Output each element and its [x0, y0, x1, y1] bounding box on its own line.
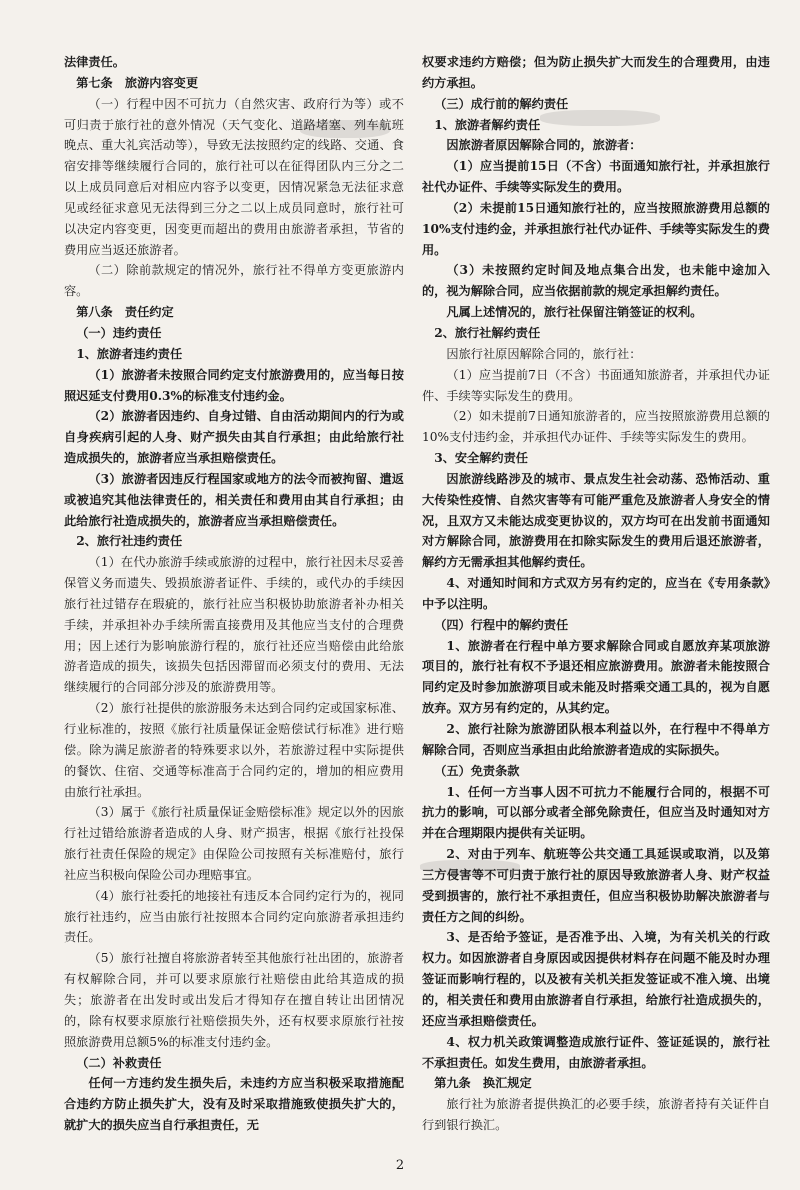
right-column	[422, 52, 770, 1136]
right-paragraph: 2、旅行社除为旅游团队根本利益以外，在行程中不得单方解除合同，否则应当承担由此给旅游者造成的实际损失。	[422, 722, 770, 757]
right-paragraph: 第九条 换汇规定	[434, 1076, 532, 1091]
right-paragraph: 旅行社为旅游者提供换汇的必要手续，旅游者持有关证件自行到银行换汇。	[422, 1097, 770, 1133]
left-paragraph: （1）旅游者未按照合同约定支付旅游费用的，应当每日按照迟延支付费用0.3%的标准支付违约金。	[64, 367, 404, 403]
right-paragraph: 1、旅游者在行程中单方要求解除合同或自愿放弃某项旅游项目的，旅行社有权不予退还相应旅游费用。旅游者未能按照合同约定及时参加旅游项目或未能及时搭乘交通工具的，视为自愿放弃。双方另有约定的，从其约定。	[422, 638, 770, 716]
left-paragraph: （2）旅游者因违约、自身过错、自由活动期间内的行为或自身疾病引起的人身、财产损失由其自行承担；由此给旅行社造成损失的，旅游者应当承担赔偿责任。	[64, 409, 404, 466]
left-paragraph: （1）在代办旅游手续或旅游的过程中，旅行社因未尽妥善保管义务而遗失、毁损旅游者证件、手续的，或代办的手续因旅行社过错存在瑕疵的，旅行社应当积极协助旅游者补办相关手续，并承担补办手续所需直接费用及其他应当支付的合理费用；因上述行为影响旅游行程的，旅行社还应当赔偿由此给旅游者造成的损失，该损失包括因滞留而必须支付的费用、无法继续履行的合同部分涉及的旅游费用等。	[64, 555, 404, 695]
right-paragraph: （五）免责条款	[434, 763, 520, 778]
right-paragraph: 因旅游线路涉及的城市、景点发生社会动荡、恐怖活动、重大传染性疫情、自然灾害等有可能严重危及旅游者人身安全的情况，且双方又未能达成变更协议的，双方均可在出发前书面通知对方解除合同，旅游费用在扣除实际发生的费用后退还旅游者，解约方无需承担其他解约责任。	[422, 471, 770, 570]
right-paragraph: （1）应当提前15日（不含）书面通知旅行社，并承担旅行社代办证件、手续等实际发生的费用。	[422, 159, 770, 195]
left-paragraph: （3）属于《旅行社质量保证金赔偿标准》规定以外的因旅行社过错给旅游者造成的人身、财产损害，根据《旅行社投保旅行社责任保险的规定》由保险公司按照有关标准赔付，旅行社应当积极向保险公司办理赔事宜。	[64, 805, 404, 882]
right-paragraph: 1、旅游者解约责任	[434, 117, 541, 132]
right-paragraph: （2）如未提前7日通知旅游者的，应当按照旅游费用总额的10%支付违约金，并承担代办证件、手续等实际发生的费用。	[422, 409, 770, 445]
right-paragraph: 4、对通知时间和方式双方另有约定的，应当在《专用条款》中予以注明。	[422, 576, 770, 611]
left-paragraph: 2、旅行社违约责任	[76, 534, 183, 549]
right-paragraph: 权要求违约方赔偿；但为防止损失扩大而发生的合理费用，由违约方承担。	[422, 55, 770, 90]
left-paragraph: （一）违约责任	[76, 325, 162, 340]
right-paragraph: （2）未提前15日通知旅行社的，应当按照旅游费用总额的10%支付违约金，并承担旅行社代办证件、手续等实际发生的费用。	[422, 200, 770, 257]
left-paragraph: （2）旅行社提供的旅游服务未达到合同约定或国家标准、行业标准的，按照《旅行社质量保证金赔偿试行标准》进行赔偿。除为满足旅游者的特殊要求以外，若旅游过程中实际提供的餐饮、住宿、交通等标准高于合同约定的，增加的相应费用由旅行社承担。	[64, 701, 404, 799]
right-paragraph: 凡属上述情况的，旅行社保留注销签证的权利。	[446, 305, 703, 320]
left-paragraph: （一）行程中因不可抗力（自然灾害、政府行为等）或不可归责于旅行社的意外情况（天气变化、道路堵塞、列车航班晚点、重大礼宾活动等），导致无法按照约定的线路、交通、食宿安排等继续履行合同的，旅行社可以在征得团队内三分之二以上成员同意后对相应内容予以变更，因情况紧急无法征求意见或经征求意见无法得到三分之二以上成员同意时，旅行社可以决定内容变更，因变更而超出的费用由旅游者承担，节省的费用应当返还旅游者。	[64, 96, 404, 257]
right-paragraph: 1、任何一方当事人因不可抗力不能履行合同的，根据不可抗力的影响，可以部分或者全部免除责任，但应当及时通知对方并在合理期限内提供有关证明。	[422, 784, 770, 841]
left-paragraph: 第八条 责任约定	[76, 305, 174, 320]
left-paragraph: 法律责任。	[64, 55, 125, 69]
left-paragraph: 第七条 旅游内容变更	[76, 75, 199, 90]
left-paragraph: （二）补救责任	[76, 1055, 162, 1070]
right-paragraph: （三）成行前的解约责任	[434, 96, 569, 111]
right-paragraph: 因旅游者原因解除合同的，旅游者：	[446, 138, 642, 153]
right-paragraph: （3）未按照约定时间及地点集合出发，也未能中途加入的，视为解除合同，应当依据前款的规定承担解约责任。	[422, 263, 770, 299]
left-paragraph: （二）除前款规定的情况外，旅行社不得单方变更旅游内容。	[64, 263, 404, 299]
left-paragraph: （4）旅行社委托的地接社有违反本合同约定行为的，视同旅行社违约，应当由旅行社按照本合同约定向旅游者承担违约责任。	[64, 888, 404, 945]
left-paragraph: 任何一方违约发生损失后，未违约方应当积极采取措施配合违约方防止损失扩大，没有及时采取措施致使损失扩大的，就扩大的损失应当自行承担责任，无	[64, 1076, 404, 1133]
left-paragraph: 1、旅游者违约责任	[76, 346, 183, 361]
page-number: 2	[395, 1158, 405, 1173]
right-paragraph: 3、安全解约责任	[434, 451, 528, 466]
right-paragraph: （1）应当提前7日（不含）书面通知旅游者，并承担代办证件、手续等实际发生的费用。	[422, 367, 770, 403]
left-column	[64, 52, 404, 1136]
right-paragraph: （四）行程中的解约责任	[434, 617, 569, 632]
right-paragraph: 3、是否给予签证，是否准予出、入境，为有关机关的行政权力。如因旅游者自身原因或因提供材料存在问题不能及时办理签证而影响行程的，以及被有关机关拒发签证或不准入境、出境的，相关责任和费用由旅游者自行承担，给旅行社造成损失的，还应当承担赔偿责任。	[422, 930, 770, 1028]
right-paragraph: 4、权力机关政策调整造成旅行证件、签证延误的，旅行社不承担责任。如发生费用，由旅游者承担。	[422, 1034, 770, 1070]
right-paragraph: 因旅行社原因解除合同的，旅行社：	[446, 346, 642, 361]
left-paragraph: （5）旅行社擅自将旅游者转至其他旅行社出团的，旅游者有权解除合同，并可以要求原旅行社赔偿由此给其造成的损失；旅游者在出发时或出发后才得知存在擅自转让出团情况的，除有权要求原旅行社赔偿损失外，还有权要求原旅行社按照旅游费用总额5%的标准支付违约金。	[64, 951, 404, 1049]
right-paragraph: 2、旅行社解约责任	[434, 325, 541, 340]
left-paragraph: （3）旅游者因违反行程国家或地方的法令而被拘留、遣返或被追究其他法律责任的，相关责任和费用由其自行承担；由此给旅行社造成损失的，旅游者应当承担赔偿责任。	[64, 471, 404, 528]
right-paragraph: 2、对由于列车、航班等公共交通工具延误或取消，以及第三方侵害等不可归责于旅行社的原因导致旅游者人身、财产权益受到损害的，旅行社不承担责任，但应当积极协助解决旅游者与责任方之间的纠纷。	[422, 847, 770, 924]
